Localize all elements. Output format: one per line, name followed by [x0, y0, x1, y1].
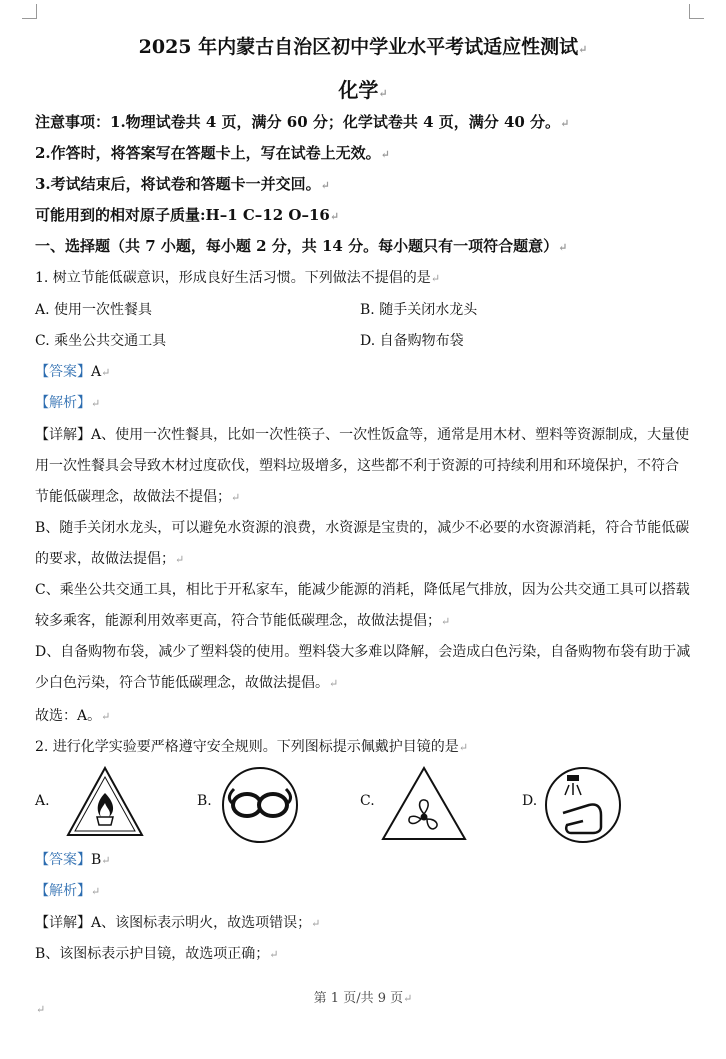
- hand-wash-icon: [543, 765, 623, 845]
- page-title: 2025 年内蒙古自治区初中学业水平考试适应性测试↵: [138, 36, 588, 58]
- q2-answer: 【答案】B↵: [35, 852, 111, 868]
- question-1-stem: 1. 树立节能低碳意识，形成良好生活习惯。下列做法不提倡的是↵: [35, 270, 441, 286]
- atomic-masses: 可能用到的相对原子质量:H–1 C–12 O–16↵: [35, 206, 340, 224]
- q1-option-a: A. 使用一次性餐具: [35, 302, 153, 318]
- q1-conclusion: 故选：A。↵: [35, 708, 111, 724]
- q2-label-a: A.: [35, 793, 50, 809]
- q1-detail-c: C、乘坐公共交通工具，相比于开私家车，能减少能源的消耗，降低尾气排放，因为公共交通工具可以搭载较多乘客，能源利用效率更高，符合节能低碳理念，故做法提倡；↵: [35, 582, 690, 629]
- subject-title: 化学↵: [338, 78, 388, 102]
- q1-analysis-tag: 【解析】↵: [35, 395, 101, 411]
- q1-option-c: C. 乘坐公共交通工具: [35, 333, 167, 349]
- q2-detail-b: B、该图标表示护目镜，故选项正确；↵: [35, 946, 279, 962]
- q2-detail-a: 【详解】A、该图标表示明火，故选项错误；↵: [35, 915, 321, 931]
- q1-option-b: B. 随手关闭水龙头: [360, 302, 478, 318]
- q2-label-c: C.: [360, 793, 375, 809]
- q1-detail-d: D、自备购物布袋，减少了塑料袋的使用。塑料袋大多难以降解，会造成白色污染，自备购物布袋有助于减少白色污染，符合节能低碳理念，故做法提倡。↵: [35, 644, 691, 691]
- fan-exhaust-icon: [380, 765, 468, 843]
- notes-line-1: 注意事项：1.物理试卷共 4 页，满分 60 分；化学试卷共 4 页，满分 40 分。↵: [35, 113, 570, 131]
- crop-mark-top-left: [22, 4, 37, 19]
- q1-detail-b: B、随手关闭水龙头，可以避免水资源的浪费，水资源是宝贵的，减少不必要的水资源消耗，符合节能低碳的要求，故做法提倡；↵: [35, 520, 690, 567]
- q2-icon-options: [35, 765, 695, 845]
- q1-option-d: D. 自备购物布袋: [360, 333, 464, 349]
- goggles-icon: [220, 765, 300, 845]
- question-2-stem: 2. 进行化学实验要严格遵守安全规则。下列图标提示佩戴护目镜的是↵: [35, 739, 469, 755]
- page-footer: 第 1 页/共 9 页↵: [313, 991, 413, 1006]
- q2-label-b: B.: [197, 793, 212, 809]
- notes-line-3: 3.考试结束后，将试卷和答题卡一并交回。↵: [35, 175, 330, 193]
- crop-mark-top-right: [689, 4, 704, 19]
- q2-label-d: D.: [522, 793, 538, 809]
- q2-analysis-tag: 【解析】↵: [35, 883, 101, 899]
- open-flame-icon: [65, 765, 145, 839]
- q1-answer: 【答案】A↵: [35, 364, 111, 380]
- section-heading: 一、选择题（共 7 小题，每小题 2 分，共 14 分。每小题只有一项符合题意）↵: [35, 237, 568, 255]
- notes-line-2: 2.作答时，将答案写在答题卡上，写在试卷上无效。↵: [35, 144, 390, 162]
- paragraph-mark: ↵: [36, 1003, 46, 1016]
- q1-detail-a: 【详解】A、使用一次性餐具，比如一次性筷子、一次性饭盒等，通常是用木材、塑料等资源制成，大量使用一次性餐具会导致木材过度砍伐，塑料垃圾增多，这些都不利于资源的可持续利用和环境保护，不符合节能低碳理念，故做法不提倡；↵: [35, 427, 690, 505]
